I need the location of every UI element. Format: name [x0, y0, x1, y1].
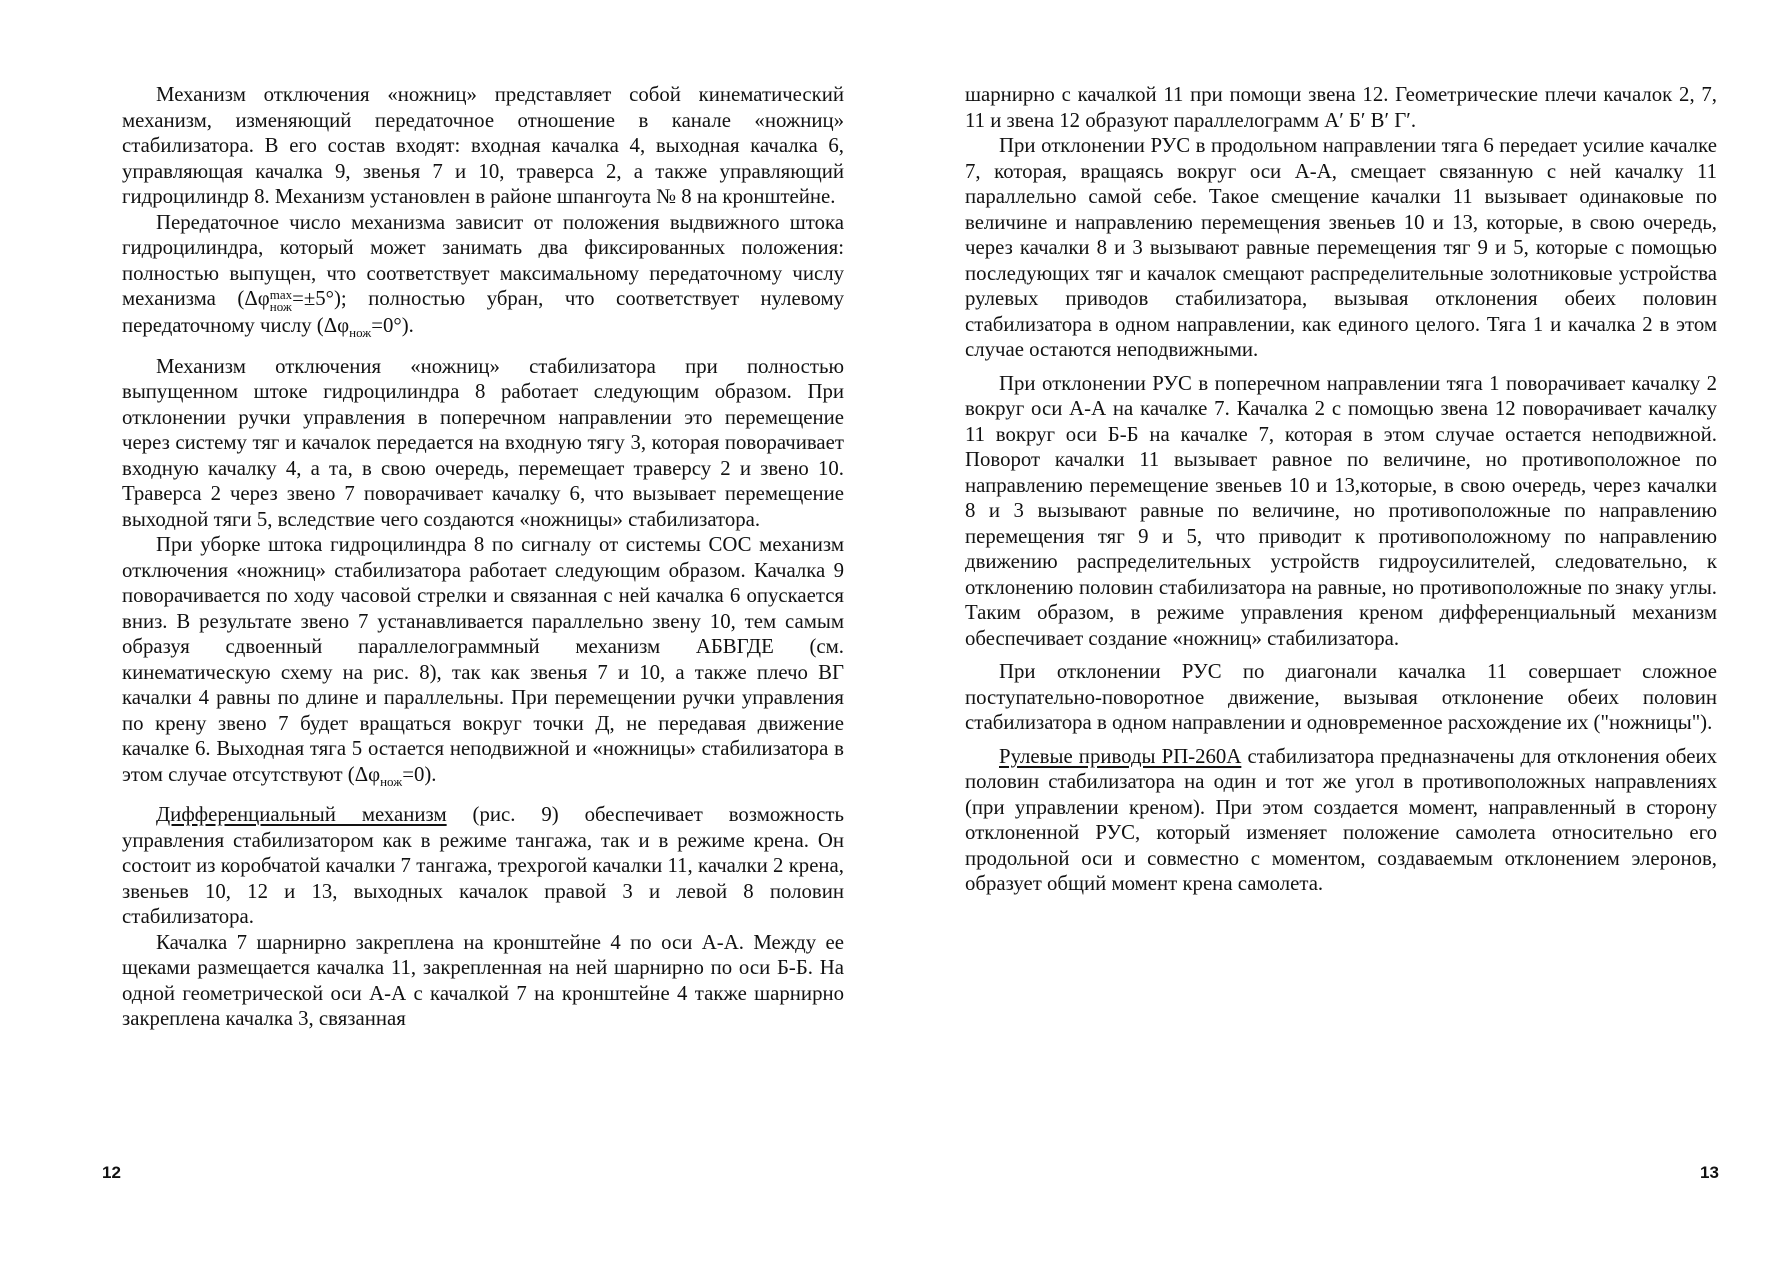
paragraph: Качалка 7 шарнирно закреплена на кронштейне 4 по оси А-А. Между ее щеками размещается качалка 11, закрепленная на ней шарнирно по оси Б-Б. На одной геометрической оси А-А с качалкой 7 на кронштейне 4 также шарнирно закреплена качалка 3, связанная	[122, 930, 844, 1031]
paragraph: Механизм отключения «ножниц» представляет собой кинематический механизм, изменяющий передаточное отношение в канале «ножниц» стабилизатора. В его состав входят: входная качалка 4, выходная качалка 6, управляющая качалка 9, звенья 7 и 10, траверса 2, а также управляющий гидроцилиндр 8. Механизм установлен в районе шпангоута № 8 на кронштейне.	[122, 83, 844, 208]
paragraph: Дифференциальный механизм (рис. 9) обеспечивает возможность управления стабилизатором как в режиме тангажа, так и в режиме крена. Он состоит из коробчатой качалки 7 тангажа, трехрогой качалки 11, качалки 2 крена, звеньев 10, 12 и 13, выходных качалок правой 3 и левой 8 половин стабилизатора.	[122, 803, 844, 929]
formula-subscript: нож	[349, 325, 372, 341]
paragraph: Рулевые приводы РП-260А стабилизатора предназначены для отклонения обеих половин стабилизатора на один и тот же угол в противоположных направлениях (при управлении креном). При этом создается момент, направленный в сторону отклоненной РУС, который изменяет положение самолета относительно его продольной оси и совместно с моментом, создаваемым отклонением элеронов, образует общий момент крена самолета.	[965, 744, 1717, 895]
left-page	[122, 82, 844, 1032]
paragraph: шарнирно с качалкой 11 при помощи звена 12. Геометрические плечи качалок 2, 7, 11 и звена 12 образуют параллелограмм А′ Б′ В′ Г′.	[965, 83, 1717, 132]
paragraph-formula: При уборке штока гидроцилиндра 8 по сигналу от системы СОС механизм отключения «ножниц» стабилизатора работает следующим образом. Качалка 9 поворачивается по ходу часовой стрелки и связанная с ней качалка 6 опускается вниз. В результате звено 7 устанавливается параллельно звену 10, тем самым образуя сдвоенный параллелограммный механизм АБВГДЕ (см. кинематическую схему на рис. 8), так как звенья 7 и 10, а также плечо ВГ качалки 4 равны по длине и параллельны. При перемещении ручки управления по крену звено 7 будет вращаться вокруг точки Д, не передавая движение качалке 6. Выходная тяга 5 остается неподвижной и «ножницы» стабилизатора в этом случае отсутствуют $(\Delta\varphi_{нож}=0)$.	[122, 533, 844, 789]
paragraph: При отклонении РУС в продольном направлении тяга 6 передает усилие качалке 7, которая, вращаясь вокруг оси А-А, смещает связанную с ней качалку 11 параллельно самой себе. Такое смещение качалки 11 вызывает одинаковые по величине и направлению перемещения звеньев 10 и 13, которые, в свою очередь, через качалки 8 и 3 вызывают равные перемещения тяг 9 и 5, которые с помощью последующих тяг и качалок смещают распределительные золотниковые устройства рулевых приводов стабилизатора, вызывая отклонения обеих половин стабилизатора в одном направлении, как единого целого. Тяга 1 и качалка 2 в этом случае остаются неподвижными.	[965, 134, 1717, 361]
formula-delta-phi: Δφ	[244, 287, 270, 310]
paragraph: При отклонении РУС по диагонали качалка 11 совершает сложное поступательно-поворотное движение, вызывая отклонение обеих половин стабилизатора в одном направлении и одновременное расхождение их ("ножницы").	[965, 660, 1717, 734]
page-number-right: 13	[1700, 1163, 1719, 1182]
right-page	[965, 82, 1717, 897]
page-number-left: 12	[102, 1163, 121, 1182]
paragraph-formula: Передаточное число механизма зависит от положения выдвижного штока гидроцилиндра, который может занимать два фиксированных положения: полностью выпущен, что соответствует максимальному передаточному числу механизма (Δφ max нож =±5°); полностью убран, что соответствует нулевому передаточному числу $(\Delta\varphi_{нож}=0^\circ)$.	[122, 210, 845, 341]
formula-limits: max нож	[269, 287, 293, 314]
underlined-term: Дифференциальный механизм	[156, 803, 447, 827]
underlined-term: Рулевые приводы РП-260А	[999, 744, 1242, 768]
paragraph: При отклонении РУС в поперечном направлении тяга 1 поворачивает качалку 2 вокруг оси А-А на качалке 7. Качалка 2 с помощью звена 12 поворачивает качалку 11 вокруг оси Б-Б на качалке 7, которая в этом случае остается неподвижной. Поворот качалки 11 вызывает равное по величине, но противоположное по направлению перемещение звеньев 10 и 13,которые, в свою очередь, через качалки 8 и 3 вызывают равные по величине, но противоположные по направлению перемещения тяг 9 и 5, что приводит к противоположному по направлению движению распределительных устройств гидроусилителей, следовательно, к отклонению половин стабилизатора на равные, но противоположные по знаку углы. Таким образом, в режиме управления креном дифференциальный механизм обеспечивает создание «ножниц» стабилизатора.	[965, 371, 1717, 650]
paragraph: Механизм отключения «ножниц» стабилизатора при полностью выпущенном штоке гидроцилиндра 8 работает следующим образом. При отклонении ручки управления в поперечном направлении это перемещение через систему тяг и качалок передается на входную тягу 3, которая поворачивает входную качалку 4, а та, в свою очередь, перемещает траверсу 2 и звено 10. Траверса 2 через звено 7 поворачивает качалку 6, что вызывает перемещение выходной тяги 5, вследствие чего создаются «ножницы» стабилизатора.	[122, 354, 844, 531]
formula-delta-phi: Δφ	[354, 762, 381, 786]
formula-subscript: нож	[380, 773, 403, 789]
formula-delta-phi: Δφ	[323, 314, 350, 337]
